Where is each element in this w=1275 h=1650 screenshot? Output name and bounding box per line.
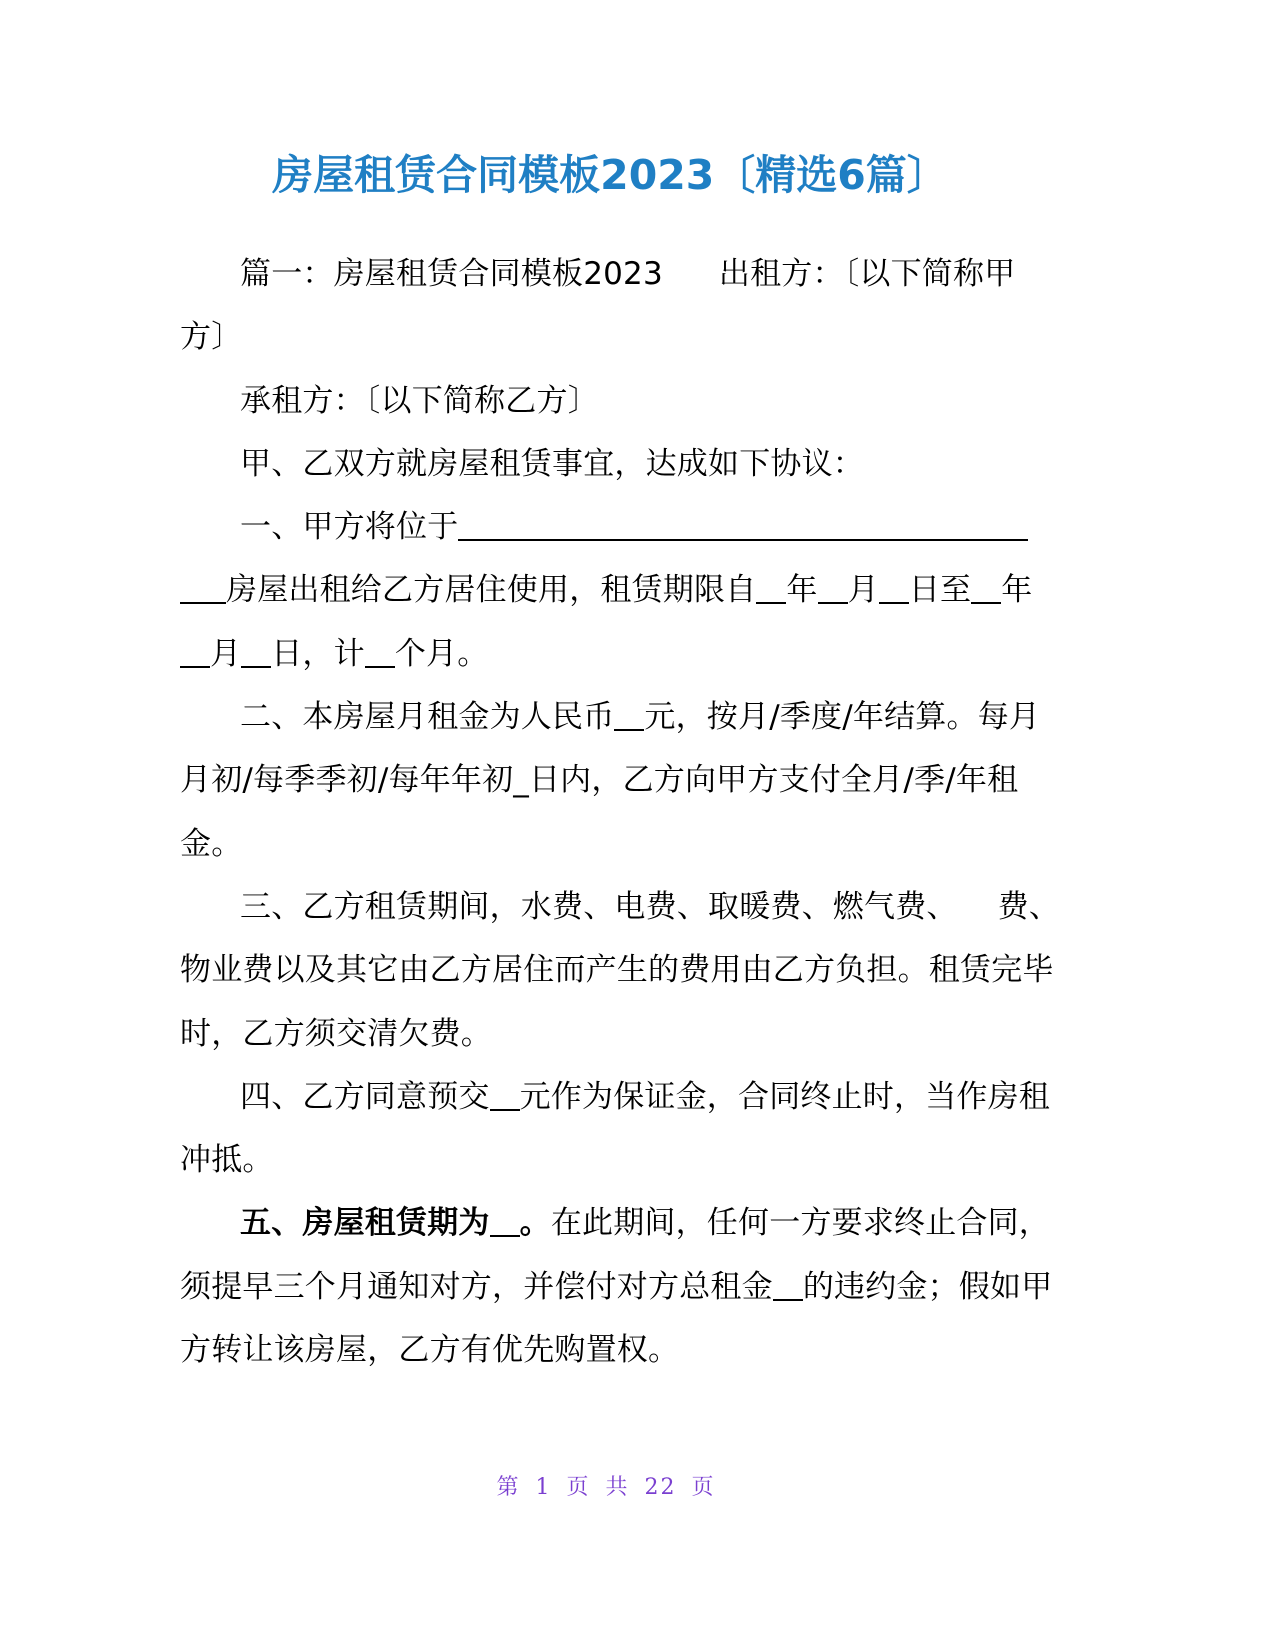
clause-5-heading: 。 — [519, 1205, 551, 1242]
blank-field — [365, 635, 395, 668]
clause-5-heading: 五、房屋租赁期为 — [240, 1205, 490, 1242]
clause-1-text: 日至 — [908, 572, 972, 609]
blank-address-line — [458, 508, 1028, 541]
blank-field — [756, 571, 786, 604]
clause-4-text: 元作为保证金，合同终止时，当作房租冲抵。 — [180, 1078, 1051, 1179]
page-footer: 第 1 页 共 22 页 — [496, 1475, 716, 1500]
clause-2-text: 元，按月/季度/年结算。每月月初/每季季初/每年年初_日内，乙方向甲方支付全月/季/年租金。 — [180, 699, 1041, 862]
section-heading: 篇一：房屋租赁合同模板2023 — [240, 256, 663, 292]
blank-field — [879, 571, 909, 604]
clause-3-text: 费、物业费以及其它由乙方居住而产生的费用由乙方负担。租赁完毕时，乙方须交清欠费。 — [180, 888, 1061, 1052]
paragraph-clause-4 — [180, 1066, 1060, 1193]
clause-1-text: 年 — [786, 572, 818, 609]
paragraph-clause-2 — [180, 686, 1060, 876]
clause-1-text: 月 — [210, 635, 242, 672]
paragraph-intro — [180, 243, 1060, 370]
document-body — [180, 243, 1060, 1382]
blank-field — [773, 1268, 803, 1301]
clause-4-text: 四、乙方同意预交 — [240, 1078, 490, 1115]
blank-field — [614, 698, 644, 731]
blank-field — [490, 1204, 520, 1237]
clause-1-text: 个月。 — [394, 635, 489, 672]
document-title: 房屋租赁合同模板2023〔精选6篇〕 — [272, 151, 948, 199]
paragraph-clause-1 — [180, 496, 1060, 686]
clause-1-text: 日，计 — [271, 635, 365, 672]
clause-5-text: 的违约金；假如甲方转让该房屋，乙方有优先购置权。 — [180, 1268, 1053, 1369]
paragraph-lessee: 承租方：〔以下简称乙方〕 — [240, 382, 599, 419]
clause-1-text: 月 — [847, 572, 879, 609]
paragraph-clause-3 — [180, 876, 1060, 1066]
paragraph-clause-5 — [180, 1192, 1060, 1382]
blank-field — [241, 635, 271, 668]
paragraph-agreement: 甲、乙双方就房屋租赁事宜，达成如下协议： — [240, 445, 864, 482]
clause-1-text: 一、甲方将位于 — [240, 509, 459, 546]
blank-field — [818, 571, 848, 604]
blank-field — [971, 571, 1001, 604]
clause-2-text: 二、本房屋月租金为人民币 — [240, 699, 615, 736]
lessor-line: 出租方：〔以下简称甲方〕 — [180, 256, 1016, 356]
clause-1-text: 房屋出租给乙方居住使用，租赁期限自 — [226, 572, 757, 609]
clause-3-text: 三、乙方租赁期间，水费、电费、取暖费、燃气费、 — [240, 888, 958, 925]
clause-1-text: 年 — [1001, 572, 1033, 609]
blank-field — [490, 1078, 520, 1111]
blank-address-line-end — [180, 571, 226, 604]
clause-5-text: 在此期间，任何一方要求终止合同，须提早三个月通知对方，并偿付对方总租金 — [180, 1205, 1051, 1305]
blank-field — [180, 635, 210, 668]
